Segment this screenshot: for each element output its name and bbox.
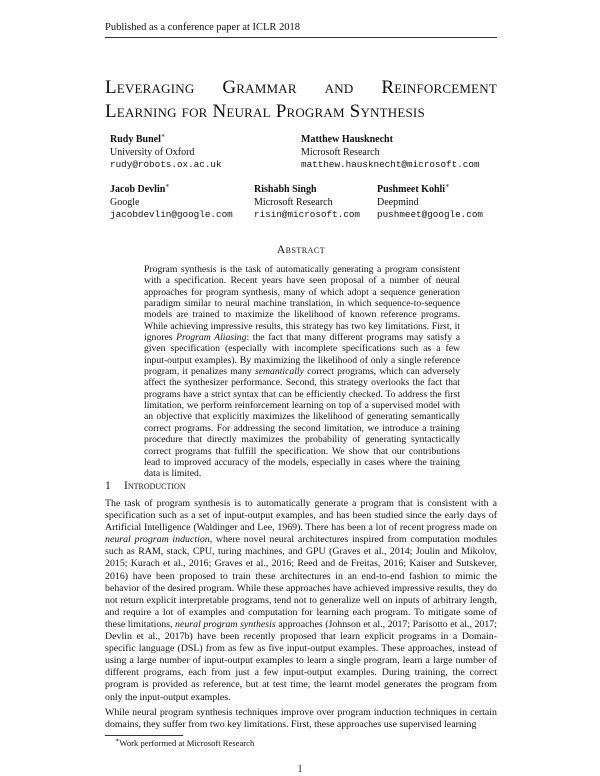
- running-header: Published as a conference paper at ICLR 2018: [105, 22, 301, 33]
- intro-emphasis: neural program induction: [105, 534, 210, 546]
- author-email: pushmeet@google.com: [377, 209, 484, 220]
- footnote-rule: [105, 735, 183, 736]
- author-email: rudy@robots.ox.ac.uk: [110, 159, 222, 170]
- author-email: risin@microsoft.com: [254, 209, 361, 220]
- author-affiliation: Microsoft Research: [301, 146, 380, 158]
- footnote: [115, 738, 254, 748]
- intro-text: , where novel neural architectures inspired from computation modules such as RAM, stack, CPU, turing machines, and GPU (Graves et al., 2014; Joulin and Mikolov, 2015; Kurach et al., 2016; Graves et al., 2016; Reed and de Freitas, 2016; Kaiser and Sutskever, 2016) have been proposed to train these architectures in an end-to-end fashion to mimic the behavior of the desired program. While these approaches have achieved impressive results, they do not return explicit interpretable programs, tend not to generalize well on inputs of arbitrary length, and require a lot of examples and computation for learning each program. To mitigate some of these limitations,: [105, 534, 497, 630]
- author-block: [254, 184, 360, 222]
- footnote-mark: ∗: [115, 737, 120, 745]
- header-rule: [105, 37, 497, 38]
- intro-emphasis: neural program synthesis: [175, 618, 276, 630]
- author-footnote-mark: ∗: [160, 132, 166, 140]
- abstract-text: : the fact that many different programs may satisfy a given specification (especially with incomplete specifications such as a few input-output examples). By maximizing the likelihood of only a single reference program, it penalizes many: [144, 332, 460, 378]
- intro-text: approaches (Johnson et al., 2017; Parisotto et al., 2017; Devlin et al., 2017b) have been recently proposed that learn explicit programs in a Domain-specific language (DSL) from as few as five input-output examples. These approaches, instead of using a large number of input-output examples to learn a single program, learn a large number of different programs, each from just a few input-output examples. During training, the correct program is provided as reference, but at test time, the learnt model generates the program from only the input-output examples.: [105, 618, 497, 703]
- author-email: matthew.hausknecht@microsoft.com: [301, 159, 480, 170]
- title-line-2: Learning for Neural Program Synthesis: [105, 101, 425, 122]
- section-heading: [105, 480, 186, 492]
- section-number: 1: [105, 480, 111, 492]
- author-block: [301, 134, 480, 172]
- author-affiliation: University of Oxford: [110, 146, 195, 158]
- paper-title: [105, 76, 497, 124]
- author-block: [110, 184, 233, 222]
- author-footnote-mark: ∗: [165, 182, 170, 190]
- intro-text: The task of program synthesis is to automatically generate a program that is consistent with a specification such as a set of input-output examples, and has been studied since the early days of Artificial Intelligence (Waldinger and Lee, 1969). There has been a lot of recent progress made on: [105, 498, 497, 534]
- title-word: Leveraging: [105, 77, 195, 98]
- author-name: Rudy Bunel: [110, 134, 161, 145]
- author-affiliation: Deepmind: [377, 196, 419, 208]
- section-title: Introduction: [124, 480, 186, 492]
- author-block: [377, 184, 483, 222]
- author-block: [110, 134, 222, 172]
- author-email: jacobdevlin@google.com: [110, 209, 233, 220]
- abstract-emphasis: semantically: [254, 366, 304, 378]
- title-line-1: [105, 76, 497, 100]
- intro-paragraph: While neural program synthesis techniques improve over program induction techniques in certain domains, they suffer from two key limitations. First, these approaches use supervised learning: [105, 707, 497, 731]
- title-word: Reinforcement: [381, 77, 497, 98]
- intro-paragraph: [105, 498, 497, 704]
- author-name: Matthew Hausknecht: [301, 134, 393, 145]
- abstract-body: [144, 264, 460, 480]
- title-word: Grammar: [222, 77, 297, 98]
- author-affiliation: Microsoft Research: [254, 196, 333, 208]
- title-word: and: [324, 77, 354, 98]
- footnote-text: Work performed at Microsoft Research: [119, 738, 255, 748]
- author-affiliation: Google: [110, 196, 140, 208]
- author-name: Pushmeet Kohli: [377, 184, 446, 195]
- abstract-emphasis: Program Aliasing: [176, 332, 247, 344]
- abstract-text: correct programs, which can adversely affect the synthesizer performance. Second, this strategy overlooks the fact that programs have a strict syntax that can be efficiently checked. To address the first limitation, we perform reinforcement learning on top of a supervised model with an objective that explicitly maximizes the likelihood of generating semantically correct programs. For addressing the second limitation, we introduce a training procedure that directly maximizes the probability of generating syntactically correct programs that fulfill the specification. We show that our contributions lead to improved accuracy of the models, especially in cases where the training data is limited.: [144, 366, 461, 480]
- author-footnote-mark: ∗: [445, 182, 450, 190]
- abstract-heading: Abstract: [276, 244, 326, 256]
- page-number: 1: [297, 764, 303, 775]
- author-name: Jacob Devlin: [110, 184, 166, 195]
- author-name: Rishabh Singh: [254, 184, 317, 195]
- abstract-text: Program synthesis is the task of automatically generating a program consistent with a specification. Recent years have seen proposal of a number of neural approaches for program synthesis, many of which adopt a sequence generation paradigm similar to neural machine translation, in which sequence-to-sequence models are trained to maximize the likelihood of known reference programs. While achieving impressive results, this strategy has two key limitations. First, it ignores: [144, 264, 460, 344]
